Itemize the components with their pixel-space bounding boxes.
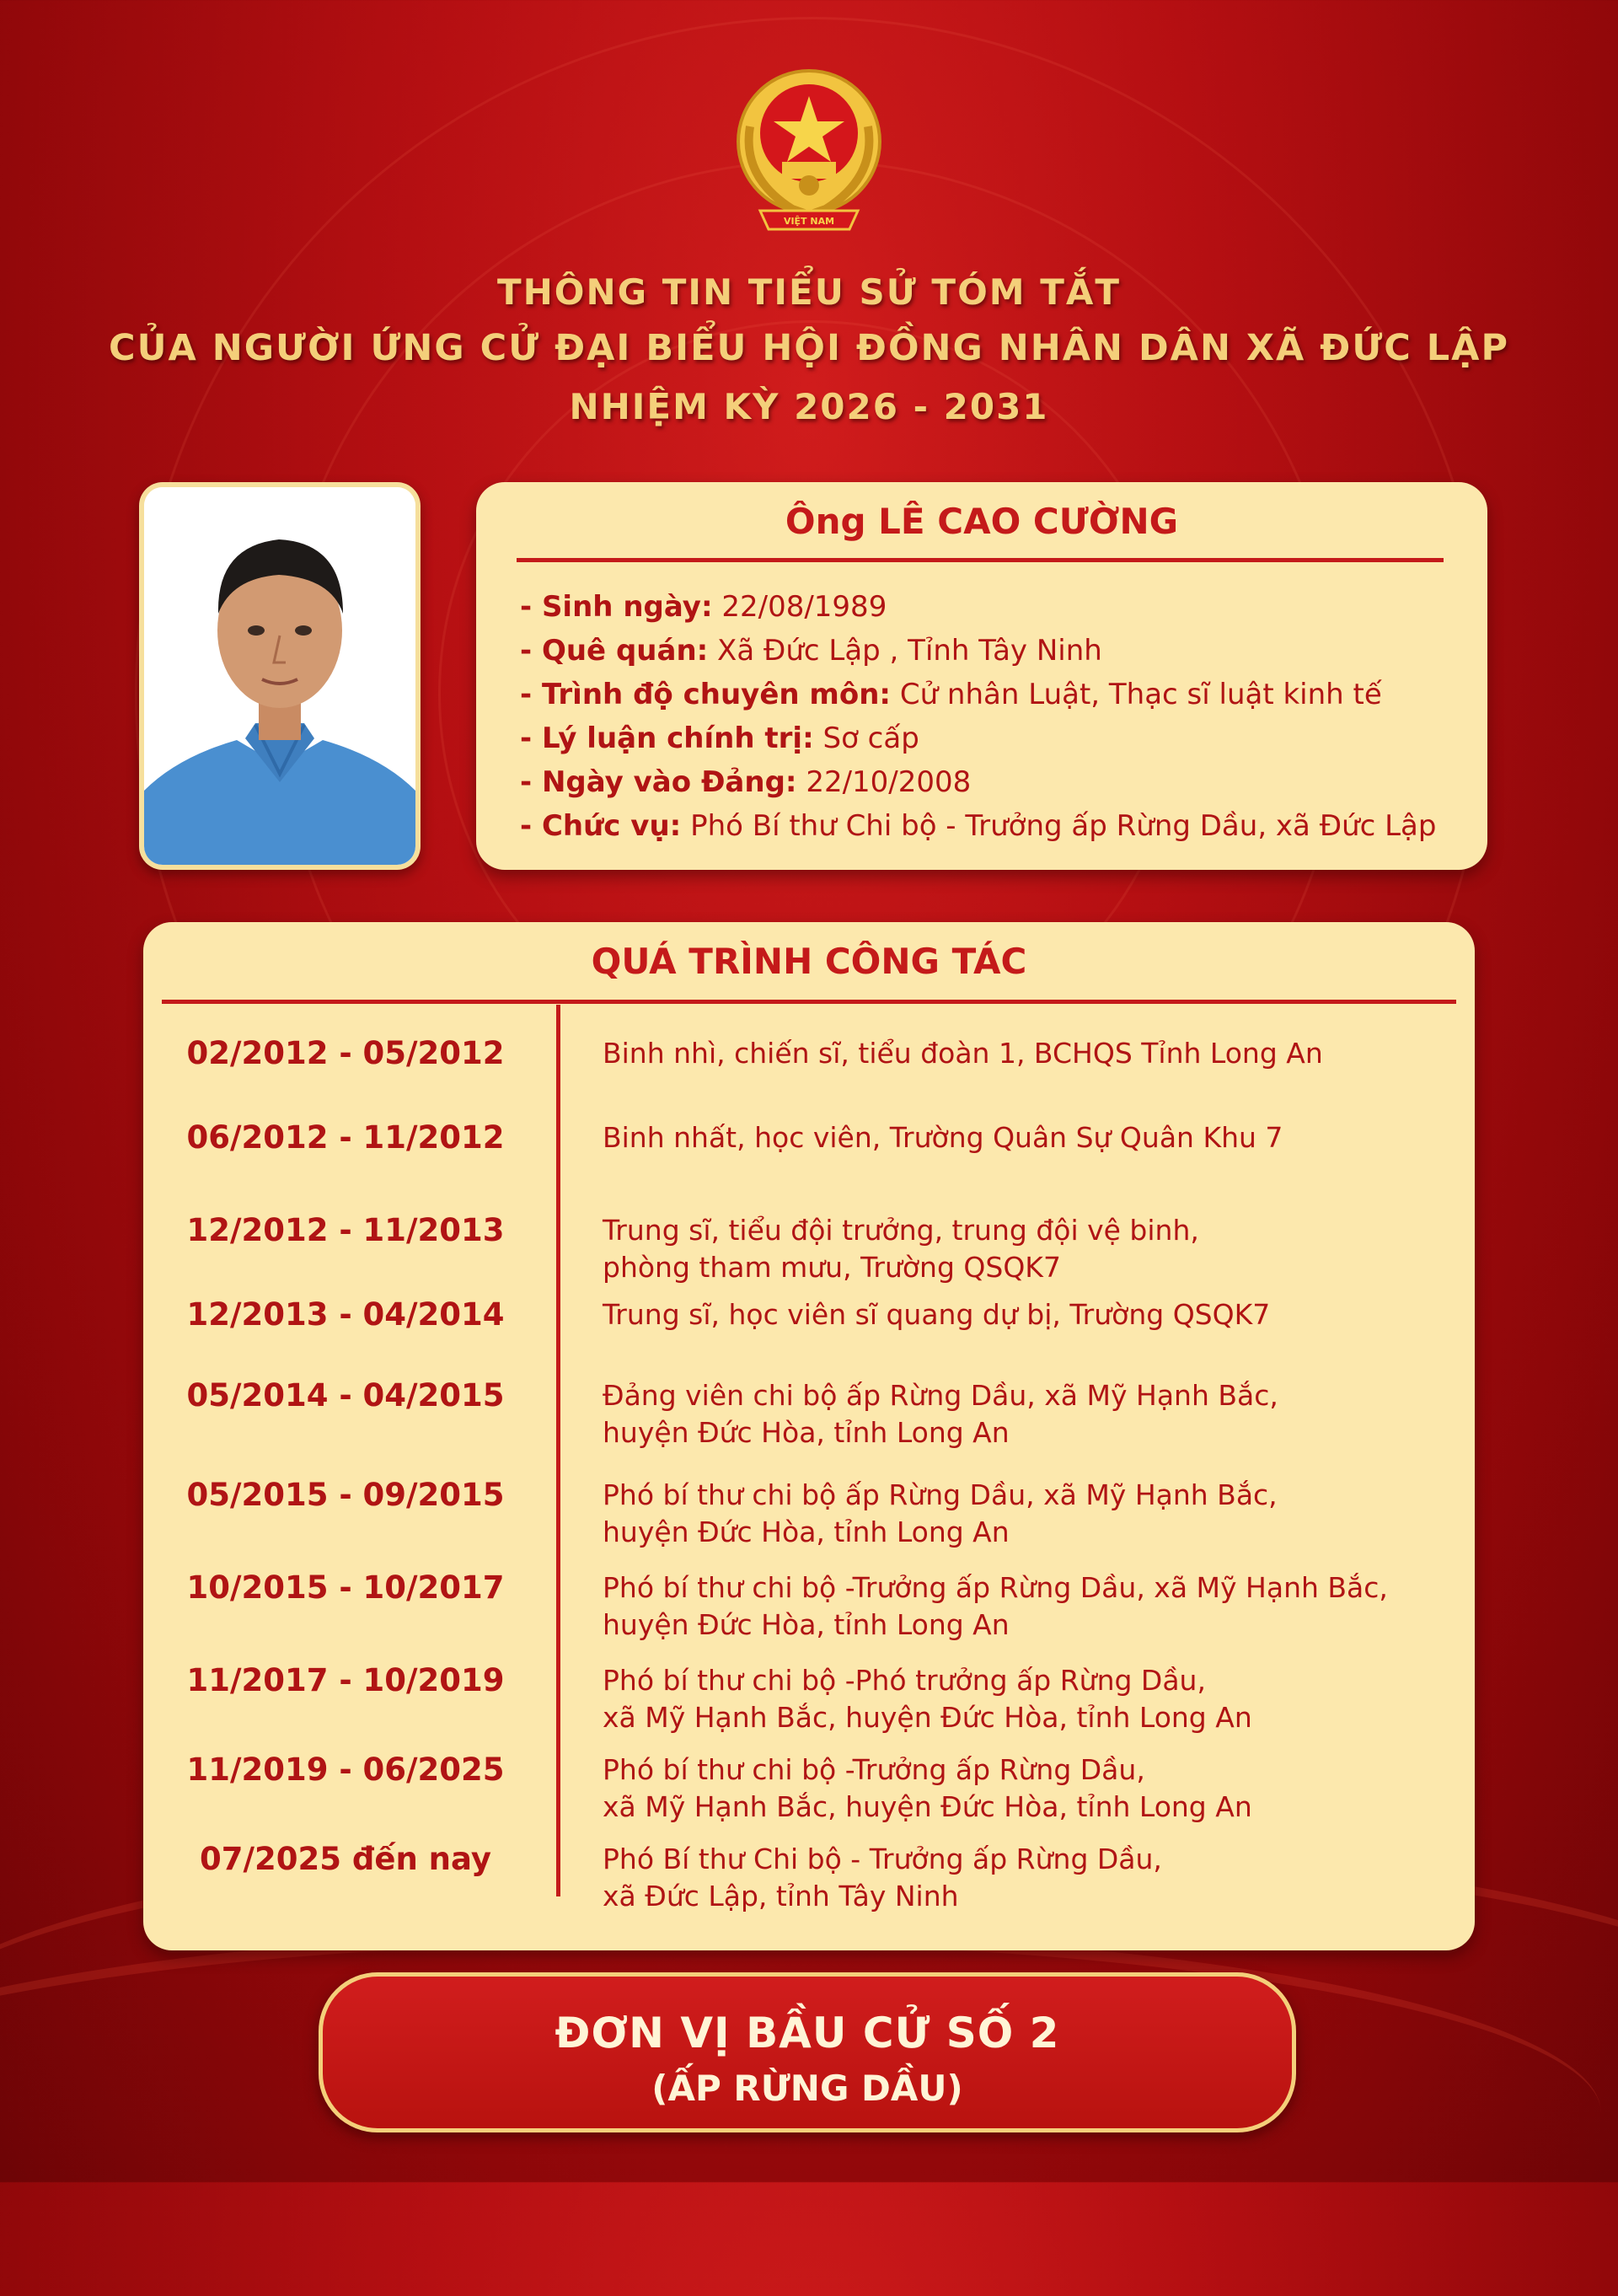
work-description	[603, 1662, 1462, 1736]
work-description-line: huyện Đức Hòa, tỉnh Long An	[603, 1515, 1010, 1548]
work-history-title: QUÁ TRÌNH CÔNG TÁC	[591, 941, 1027, 982]
work-description-line: huyện Đức Hòa, tỉnh Long An	[603, 1608, 1010, 1641]
field-political-theory	[520, 716, 1436, 760]
work-description	[603, 1752, 1462, 1826]
field-label: - Trình độ chuyên môn:	[520, 678, 892, 711]
work-period: 06/2012 - 11/2012	[186, 1119, 505, 1156]
candidate-fields	[520, 585, 1436, 848]
work-description	[603, 1377, 1462, 1451]
work-period: 11/2019 - 06/2025	[186, 1752, 505, 1788]
field-party-join-date	[520, 760, 1436, 804]
work-description-line: Trung sĩ, học viên sĩ quang dự bị, Trường QSQK7	[603, 1298, 1271, 1331]
electoral-unit-title: ĐƠN VỊ BẦU CỬ SỐ 2	[555, 2009, 1060, 2057]
work-period: 07/2025 đến nay	[200, 1841, 491, 1877]
header-title-line1: THÔNG TIN TIỂU SỬ TÓM TẮT	[496, 271, 1122, 313]
field-value: 22/08/1989	[712, 590, 887, 624]
field-hometown	[520, 629, 1436, 673]
work-description	[603, 1569, 1462, 1644]
work-description-line: Đảng viên chi bộ ấp Rừng Dầu, xã Mỹ Hạnh Bắc,	[603, 1379, 1278, 1412]
work-period: 11/2017 - 10/2019	[186, 1662, 505, 1698]
work-description-line: Phó bí thư chi bộ -Trưởng ấp Rừng Dầu, xã Mỹ Hạnh Bắc,	[603, 1571, 1388, 1604]
electoral-unit-badge	[319, 1972, 1296, 2132]
work-description-line: xã Đức Lập, tỉnh Tây Ninh	[603, 1880, 959, 1912]
field-value: 22/10/2008	[796, 765, 972, 799]
national-emblem-icon	[716, 67, 902, 236]
field-value: Phó Bí thư Chi bộ - Trưởng ấp Rừng Dầu, xã Đức Lập	[681, 809, 1437, 843]
work-description	[603, 1477, 1462, 1551]
field-label: - Ngày vào Đảng:	[520, 765, 797, 799]
timeline-divider	[556, 1005, 560, 1896]
work-description-line: Trung sĩ, tiểu đội trưởng, trung đội vệ binh,	[603, 1214, 1199, 1247]
field-value: Xã Đức Lập , Tỉnh Tây Ninh	[708, 634, 1102, 668]
field-birth-date	[520, 585, 1436, 629]
work-description-line: phòng tham mưu, Trường QSQK7	[603, 1251, 1061, 1284]
work-description-line: Phó bí thư chi bộ -Trưởng ấp Rừng Dầu,	[603, 1753, 1145, 1786]
work-description-line: Phó bí thư chi bộ -Phó trưởng ấp Rừng Dầu,	[603, 1664, 1206, 1697]
portrait-illustration	[144, 487, 415, 865]
work-period: 05/2014 - 04/2015	[186, 1377, 505, 1414]
candidate-photo-frame	[139, 482, 421, 870]
work-description-line: Phó bí thư chi bộ ấp Rừng Dầu, xã Mỹ Hạnh Bắc,	[603, 1478, 1278, 1511]
candidate-name: Ông LÊ CAO CƯỜNG	[785, 501, 1179, 542]
field-value: Sơ cấp	[813, 722, 919, 755]
work-description-line: Phó Bí thư Chi bộ - Trưởng ấp Rừng Dầu,	[603, 1843, 1162, 1875]
work-period: 12/2013 - 04/2014	[186, 1296, 505, 1333]
field-position	[520, 804, 1436, 848]
candidate-info-card	[476, 482, 1487, 870]
header-title-line2: CỦA NGƯỜI ỨNG CỬ ĐẠI BIỂU HỘI ĐỒNG NHÂN DÂN XÃ ĐỨC LẬP	[109, 327, 1509, 369]
divider	[517, 558, 1444, 562]
work-description-line: Binh nhất, học viên, Trường Quân Sự Quân Khu 7	[603, 1121, 1283, 1154]
header-title-line3: NHIỆM KỲ 2026 - 2031	[569, 386, 1049, 427]
divider	[162, 1000, 1456, 1004]
work-period: 05/2015 - 09/2015	[186, 1477, 505, 1513]
field-label: - Quê quán:	[520, 634, 709, 668]
work-period: 10/2015 - 10/2017	[186, 1569, 505, 1606]
field-education	[520, 673, 1436, 716]
work-period: 02/2012 - 05/2012	[186, 1035, 505, 1071]
work-description	[603, 1841, 1462, 1915]
emblem-text: VIỆT NAM	[783, 216, 835, 227]
field-label: - Chức vụ:	[520, 809, 682, 843]
work-description	[603, 1119, 1462, 1156]
work-description-line: xã Mỹ Hạnh Bắc, huyện Đức Hòa, tỉnh Long An	[603, 1701, 1252, 1734]
work-description-line: huyện Đức Hòa, tỉnh Long An	[603, 1416, 1010, 1449]
work-description	[603, 1296, 1462, 1333]
work-history-card	[143, 922, 1475, 1950]
work-description-line: xã Mỹ Hạnh Bắc, huyện Đức Hòa, tỉnh Long An	[603, 1790, 1252, 1823]
field-value: Cử nhân Luật, Thạc sĩ luật kinh tế	[891, 678, 1382, 711]
work-description	[603, 1035, 1462, 1072]
candidate-photo	[144, 487, 415, 865]
field-label: - Lý luận chính trị:	[520, 722, 814, 755]
field-label: - Sinh ngày:	[520, 590, 713, 624]
work-period: 12/2012 - 11/2013	[186, 1212, 505, 1248]
electoral-unit-subtitle: (ẤP RỪNG DẦU)	[651, 2068, 963, 2109]
work-description	[603, 1212, 1462, 1286]
work-description-line: Binh nhì, chiến sĩ, tiểu đoàn 1, BCHQS Tỉnh Long An	[603, 1037, 1323, 1070]
